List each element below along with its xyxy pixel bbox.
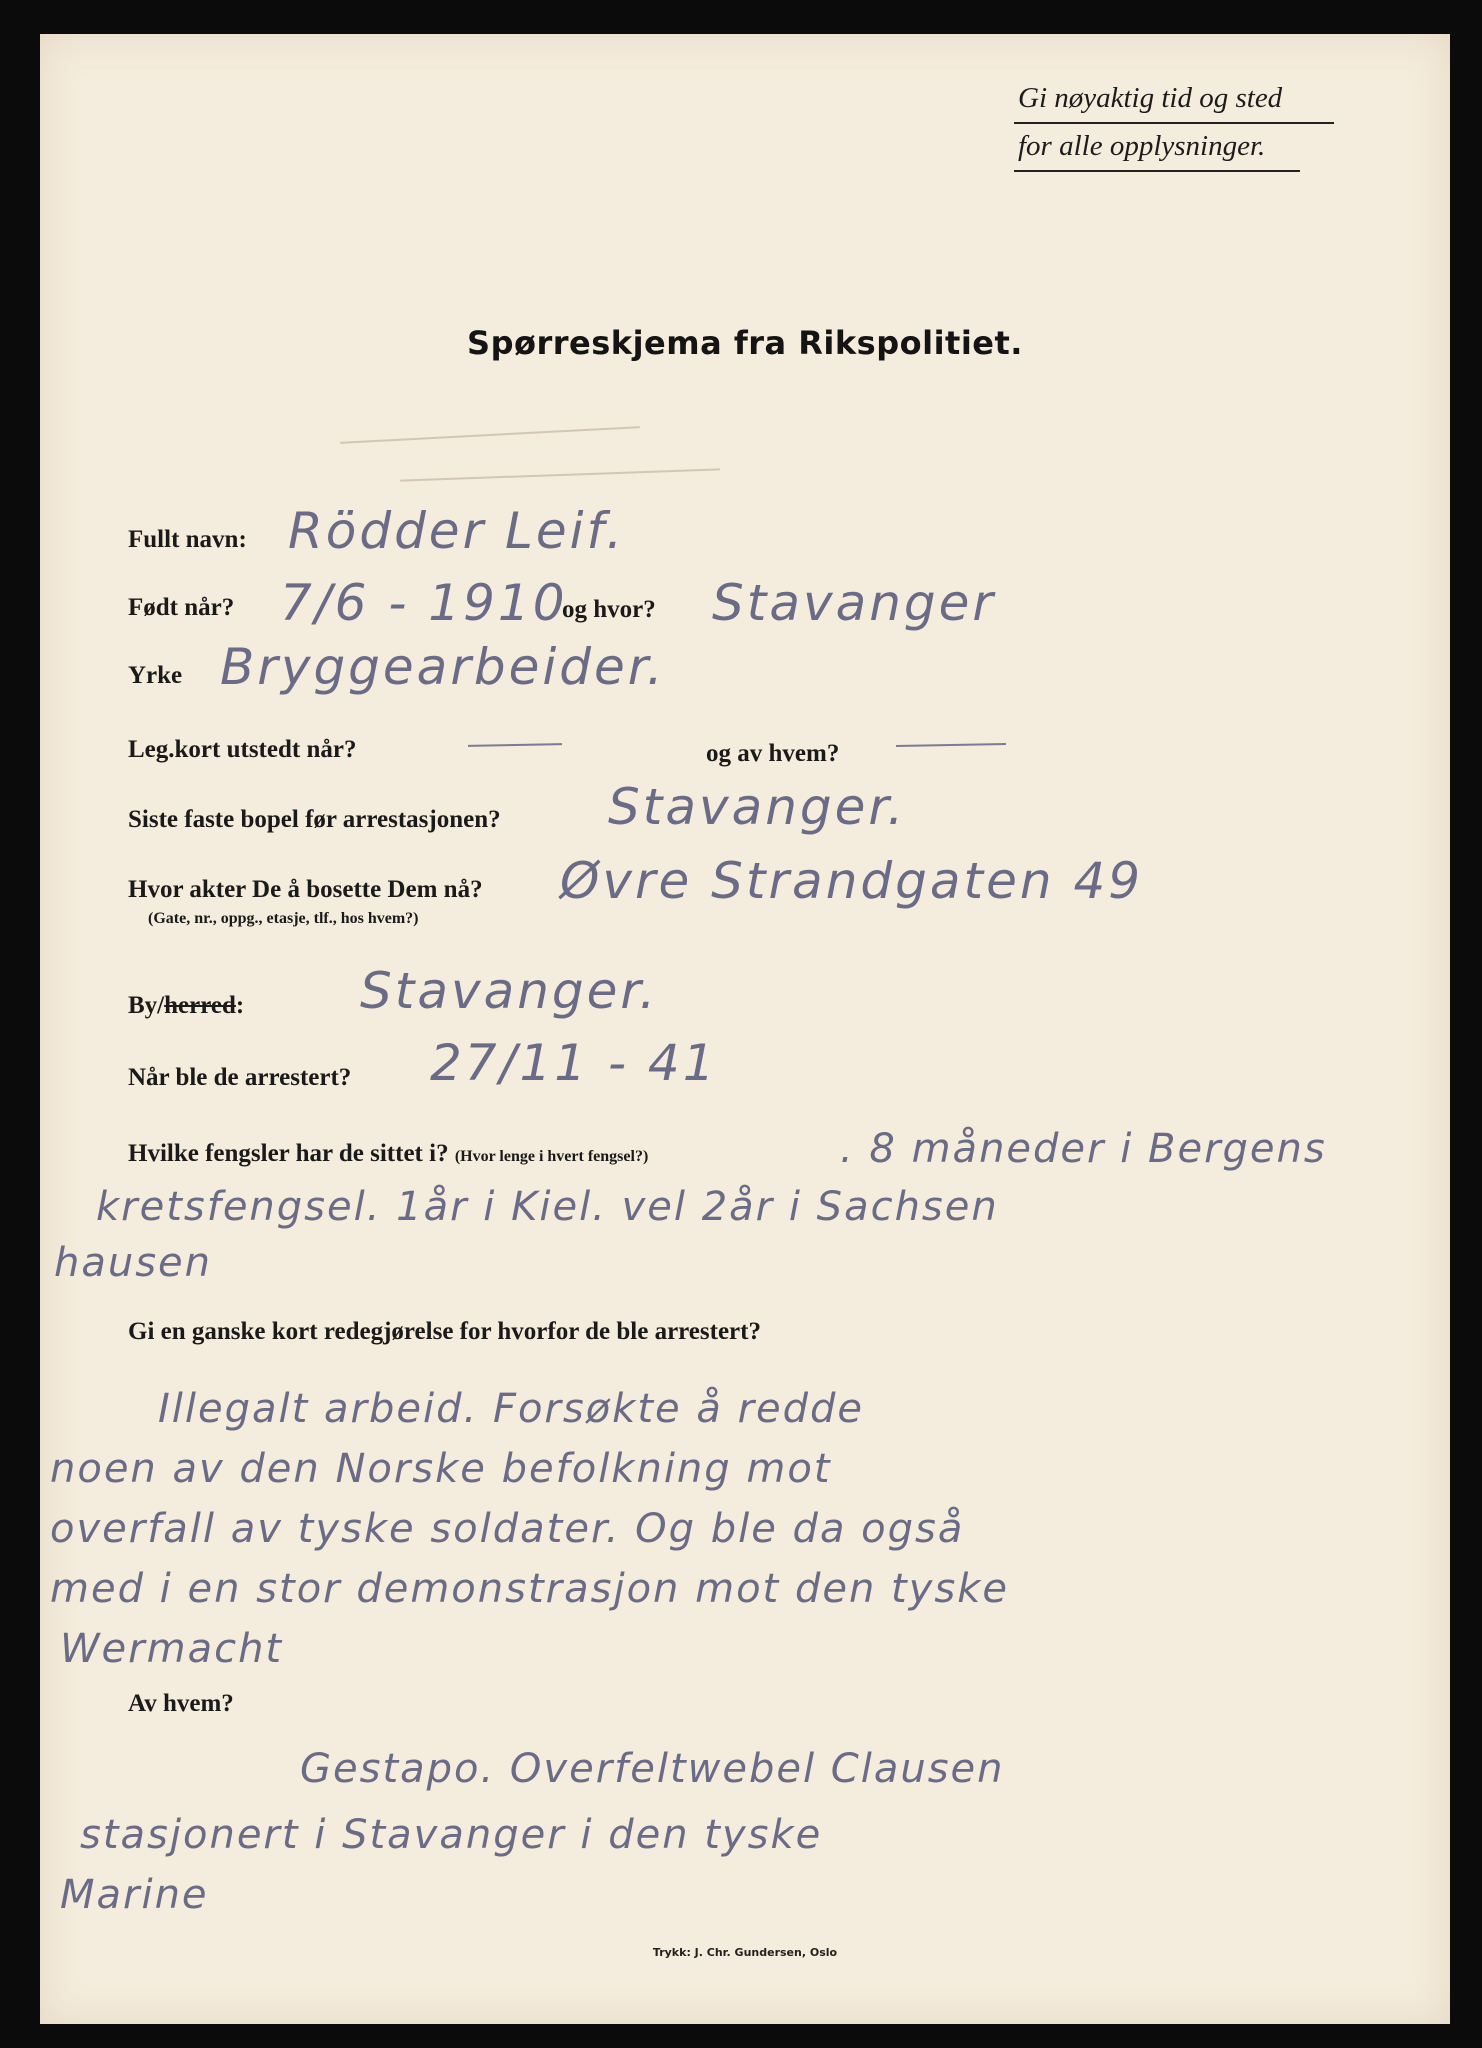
label-prisons-main: Hvilke fengsler har de sittet i? xyxy=(128,1140,449,1167)
form-sheet xyxy=(40,34,1450,2024)
answer-born-when: 7/6 - 1910 xyxy=(280,574,568,632)
label-born-when: Født når? xyxy=(128,594,235,621)
label-id-card-issued: Leg.kort utstedt når? xyxy=(128,736,357,763)
answer-town: Stavanger. xyxy=(360,962,659,1020)
answer-id-card-by-dash xyxy=(896,743,1006,747)
answer-id-card-dash xyxy=(468,743,562,747)
answer-why-1: Illegalt arbeid. Forsøkte å redde xyxy=(158,1386,865,1432)
answer-born-where: Stavanger xyxy=(712,574,996,632)
label-prisons xyxy=(128,1140,648,1168)
answer-prisons-1: . 8 måneder i Bergens xyxy=(840,1126,1327,1172)
instruction-line-2: for alle opplysninger. xyxy=(1018,130,1266,162)
label-settle-now: Hvor akter De å bosette Dem nå? xyxy=(128,876,483,903)
label-town xyxy=(128,992,244,1020)
form-title: Spørreskjema fra Rikspolitiet. xyxy=(467,324,1023,362)
answer-why-3: overfall av tyske soldater. Og ble da også xyxy=(50,1506,965,1552)
instruction-rule-2 xyxy=(1014,170,1300,172)
label-arrested-when: Når ble de arrestert? xyxy=(128,1064,352,1091)
answer-prisons-2: kretsfengsel. 1år i Kiel. vel 2år i Sachsen xyxy=(96,1184,999,1230)
label-prisons-sub: (Hvor lenge i hvert fengsel?) xyxy=(454,1148,649,1165)
answer-by-whom-1: Gestapo. Overfeltwebel Clausen xyxy=(300,1746,1005,1792)
answer-why-5: Wermacht xyxy=(60,1626,284,1672)
label-last-residence: Siste faste bopel før arrestasjonen? xyxy=(128,806,501,833)
label-why-arrested: Gi en ganske kort redegjørelse for hvorfor de ble arrestert? xyxy=(128,1318,761,1345)
faint-mark xyxy=(340,426,640,444)
answer-by-whom-2: stasjonert i Stavanger i den tyske xyxy=(80,1812,823,1858)
faint-mark xyxy=(400,468,720,481)
label-town-prefix: By/ xyxy=(128,992,165,1019)
printer-imprint: Trykk: J. Chr. Gundersen, Oslo xyxy=(652,1946,838,1959)
label-town-suffix: : xyxy=(235,992,245,1019)
answer-prisons-3: hausen xyxy=(54,1240,213,1286)
label-born-where: og hvor? xyxy=(562,596,656,623)
answer-why-2: noen av den Norske befolkning mot xyxy=(50,1446,832,1492)
instruction-rule-1 xyxy=(1014,122,1334,124)
answer-by-whom-3: Marine xyxy=(60,1872,209,1918)
answer-last-residence: Stavanger. xyxy=(608,778,907,836)
answer-occupation: Bryggearbeider. xyxy=(220,638,666,696)
instruction-line-1: Gi nøyaktig tid og sted xyxy=(1018,82,1283,114)
answer-settle-now: Øvre Strandgaten 49 xyxy=(560,852,1144,910)
answer-full-name: Rödder Leif. xyxy=(288,502,626,560)
label-settle-now-sub: (Gate, nr., oppg., etasje, tlf., hos hvem?) xyxy=(148,910,419,927)
label-town-struck: herred xyxy=(164,992,236,1019)
answer-arrested-when: 27/11 - 41 xyxy=(430,1034,718,1092)
label-occupation: Yrke xyxy=(128,662,183,689)
answer-why-4: med i en stor demonstrasjon mot den tyske xyxy=(50,1566,1009,1612)
label-by-whom: Av hvem? xyxy=(128,1690,234,1717)
label-id-card-by: og av hvem? xyxy=(706,740,840,767)
label-full-name: Fullt navn: xyxy=(128,526,247,553)
